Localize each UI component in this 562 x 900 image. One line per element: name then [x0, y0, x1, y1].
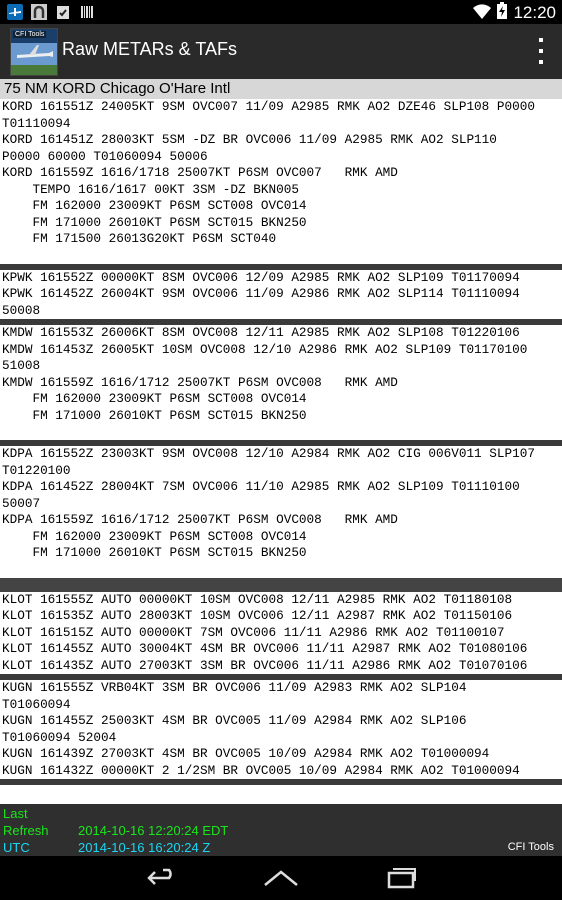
report-line: KLOT 161535Z AUTO 28003KT 10SM OVC006 12/11 A2987 RMK AO2 T01150106 [2, 608, 513, 623]
report-line: KMDW 161553Z 26006KT 8SM OVC008 12/11 A2985 RMK AO2 SLP108 T01220106 [2, 325, 520, 340]
report-line: KUGN 161455Z 25003KT 4SM BR OVC005 11/09 A2984 RMK AO2 SLP106 [2, 713, 467, 728]
utc-time: 2014-10-16 16:20:24 Z [78, 840, 211, 855]
station-block-klot [0, 592, 562, 675]
divider [0, 779, 562, 785]
report-line: KORD 161451Z 28003KT 5SM -DZ BR OVC006 11/09 A2985 RMK AO2 SLP110 [2, 132, 497, 147]
report-line: KLOT 161555Z AUTO 00000KT 10SM OVC008 12/11 A2985 RMK AO2 T01180108 [2, 591, 513, 607]
report-line: KLOT 161515Z AUTO 00000KT 7SM OVC006 11/11 A2986 RMK AO2 T01100107 [2, 624, 505, 640]
station-block-kord [0, 99, 562, 248]
refresh-time: 2014-10-16 12:20:24 EDT [78, 823, 229, 838]
report-line: 50007 [2, 495, 41, 511]
report-line: KPWK 161552Z 00000KT 8SM OVC006 12/09 A2985 RMK AO2 SLP109 T01170094 [2, 269, 520, 285]
refresh-footer [0, 804, 562, 856]
airplane-notification-icon [6, 3, 24, 21]
report-line: KORD 161559Z 1616/1718 25007KT P6SM OVC007 RMK AMD [2, 165, 398, 180]
report-line: T01060094 [2, 696, 71, 712]
report-line: KUGN 161439Z 27003KT 4SM BR OVC005 10/09 A2984 RMK AO2 T01000094 [2, 746, 490, 761]
station-block-kmdw [0, 325, 562, 424]
action-bar [0, 24, 562, 79]
last-label: Last [3, 806, 28, 821]
report-line: 50008 [2, 302, 41, 318]
report-line: KMDW 161559Z 1616/1712 25007KT P6SM OVC008 RMK AMD [2, 374, 398, 390]
horseshoe-notification-icon [30, 3, 48, 21]
station-block-kugn [0, 680, 562, 779]
app-logo[interactable] [10, 28, 58, 76]
report-line: T01220100 [2, 462, 71, 478]
report-line: KMDW 161453Z 26005KT 10SM OVC008 12/10 A2986 RMK AO2 SLP109 T01170100 [2, 341, 528, 357]
report-line: KDPA 161559Z 1616/1712 25007KT P6SM OVC008 RMK AMD [2, 512, 398, 527]
system-status [473, 2, 556, 24]
report-line: KUGN 161555Z VRB04KT 3SM BR OVC006 11/09 A2983 RMK AO2 SLP104 [2, 680, 467, 695]
report-line: P0000 60000 T01060094 50006 [2, 148, 208, 164]
report-line: KLOT 161435Z AUTO 27003KT 3SM BR OVC006 11/11 A2986 RMK AO2 T01070106 [2, 657, 528, 673]
clipboard-check-icon [54, 3, 72, 21]
report-line: KDPA 161452Z 28004KT 7SM OVC006 11/10 A2985 RMK AO2 SLP109 T01110100 [2, 479, 520, 494]
refresh-label: Refresh [3, 823, 49, 838]
navigation-bar [0, 856, 562, 900]
recent-apps-icon[interactable] [382, 864, 422, 892]
back-icon[interactable] [142, 864, 182, 892]
report-line: KUGN 161432Z 00000KT 2 1/2SM BR OVC005 10/09 A2984 RMK AO2 T01000094 [2, 762, 520, 778]
report-line: FM 171000 26010KT P6SM SCT015 BKN250 [2, 407, 307, 423]
report-line: KPWK 161452Z 26004KT 9SM OVC006 11/09 A2986 RMK AO2 SLP114 T01110094 [2, 286, 520, 301]
reports-list[interactable] [0, 99, 562, 804]
status-bar [0, 0, 562, 24]
barcode-notification-icon [78, 3, 96, 21]
notification-icons [6, 3, 96, 21]
report-line: FM 171000 26010KT P6SM SCT015 BKN250 [2, 214, 307, 230]
logo-text: CFI Tools [15, 31, 45, 38]
report-line: FM 162000 23009KT P6SM SCT008 OVC014 [2, 528, 307, 544]
clock: 12:20 [513, 3, 556, 22]
station-block-kpwk [0, 270, 562, 320]
report-line: T01060094 52004 [2, 729, 117, 745]
battery-charging-icon [497, 2, 507, 24]
report-line: KLOT 161455Z AUTO 30004KT 4SM BR OVC006 11/11 A2987 RMK AO2 T01080106 [2, 641, 528, 656]
home-icon[interactable] [261, 864, 301, 892]
report-line: 51008 [2, 358, 41, 373]
report-line: FM 162000 23009KT P6SM SCT008 OVC014 [2, 391, 307, 406]
report-line: FM 171500 26013G20KT P6SM SCT040 [2, 231, 277, 246]
app-title: Raw METARs & TAFs [62, 39, 238, 59]
wifi-icon [473, 3, 491, 24]
report-line: KDPA 161552Z 23003KT 9SM OVC008 12/10 A2984 RMK AO2 CIG 006V011 SLP107 [2, 446, 535, 461]
location-header: 75 NM KORD Chicago O'Hare Intl [0, 79, 562, 99]
report-line: FM 171000 26010KT P6SM SCT015 BKN250 [2, 545, 307, 560]
report-line: FM 162000 23009KT P6SM SCT008 OVC014 [2, 198, 307, 213]
overflow-menu-icon[interactable] [536, 38, 546, 64]
report-line: TEMPO 1616/1617 00KT 3SM -DZ BKN005 [2, 181, 299, 197]
report-line: KORD 161551Z 24005KT 9SM OVC007 11/09 A2985 RMK AO2 DZE46 SLP108 P0000 [2, 99, 535, 114]
report-line: T01110094 [2, 115, 71, 131]
station-block-kdpa [0, 446, 562, 562]
brand-label: CFI Tools [507, 841, 554, 853]
divider [0, 578, 562, 592]
utc-label: UTC [3, 840, 30, 855]
